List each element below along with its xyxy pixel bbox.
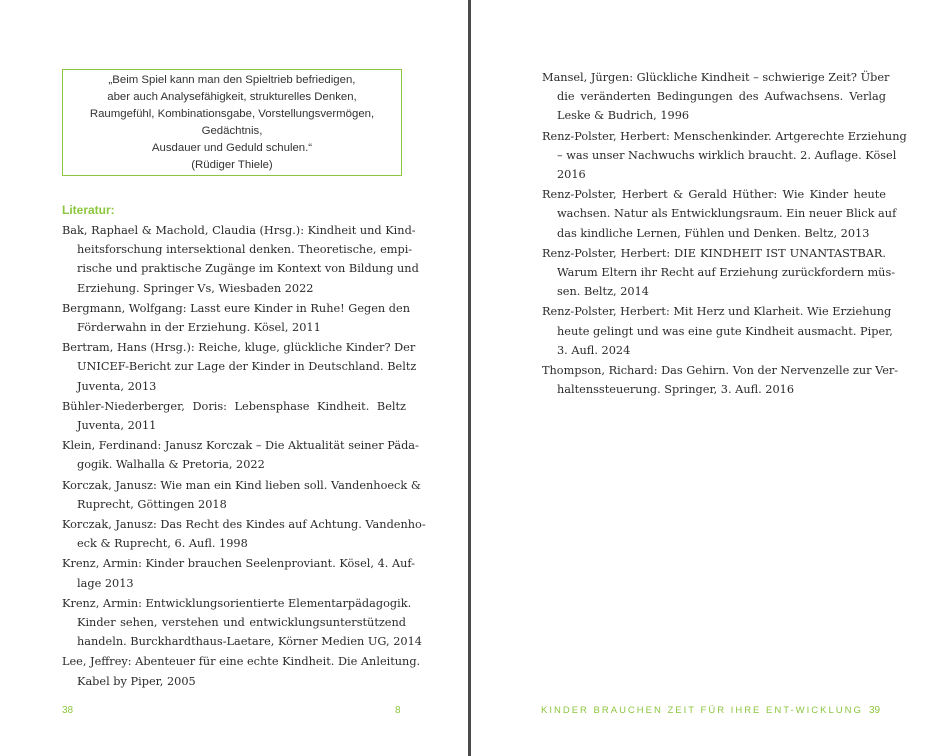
quote-line: aber auch Analysefähigkeit, strukturelles Denken, (107, 90, 357, 103)
reference-entry (542, 361, 899, 399)
reference-line: rische und praktische Zugänge im Kontext von Bildung und (77, 262, 419, 276)
reference-entry (62, 554, 415, 592)
left-page (0, 0, 468, 756)
reference-line: Korczak, Janusz: Wie man ein Kind lieben soll. Vandenhoeck & (62, 478, 421, 492)
reference-entry (62, 436, 419, 474)
quote-box (62, 69, 402, 176)
reference-line: eck & Ruprecht, 6. Aufl. 1998 (77, 537, 248, 551)
quote-line: Raumgefühl, Kombinationsgabe, Vorstellungsvermögen, (89, 107, 375, 120)
reference-line: Klein, Ferdinand: Janusz Korczak – Die Aktualität seiner Päda- (62, 439, 419, 453)
reference-entry (542, 302, 893, 360)
running-title: KINDER BRAUCHEN ZEIT FÜR IHRE ENT-WICKLUNG (541, 705, 863, 716)
reference-line: Warum Eltern ihr Recht auf Erziehung zurückfordern müs- (557, 266, 896, 280)
reference-entry (62, 652, 421, 690)
reference-line: lage 2013 (77, 576, 134, 590)
reference-line: Krenz, Armin: Entwicklungsorientierte Elementarpädagogik. (62, 596, 412, 610)
page-number-right: 39 (869, 705, 881, 716)
reference-line: 3. Aufl. 2024 (557, 343, 631, 357)
reference-entry (62, 397, 406, 435)
quote-attribution: (Rüdiger Thiele) (191, 158, 273, 171)
reference-line: wachsen. Natur als Entwicklungsraum. Ein neuer Blick auf (557, 207, 897, 221)
reference-line: Mansel, Jürgen: Glückliche Kindheit – schwierige Zeit? Über (542, 71, 890, 84)
reference-line: – was unser Nachwuchs wirklich braucht. 2. Auflage. Kösel (557, 148, 897, 162)
reference-line: 2016 (557, 168, 586, 182)
reference-line: Renz-Polster, Herbert: DIE KINDHEIT IST UNANTASTBAR. (542, 246, 886, 260)
quote-line: „Beim Spiel kann man den Spieltrieb befriedigen, (108, 73, 356, 86)
reference-line: sen. Beltz, 2014 (557, 285, 649, 299)
reference-line: Korczak, Janusz: Das Recht des Kindes auf Achtung. Vandenho- (62, 518, 426, 532)
reference-line: Juventa, 2011 (77, 419, 157, 433)
reference-entry (62, 299, 410, 337)
reference-line: heute gelingt und was eine gute Kindheit ausmacht. Piper, (557, 324, 893, 338)
reference-line: heitsforschung intersektional denken. Theoretische, empi- (77, 243, 413, 257)
reference-entry (542, 127, 907, 185)
reference-line: Bertram, Hans (Hrsg.): Reiche, kluge, glückliche Kinder? Der (62, 341, 416, 355)
reference-line: das kindliche Lernen, Fühlen und Denken. Beltz, 2013 (557, 226, 870, 240)
reference-entry (62, 476, 421, 514)
reference-line: Erziehung. Springer Vs, Wiesbaden 2022 (77, 281, 314, 295)
reference-entry (62, 515, 426, 553)
reference-line: UNICEF-Bericht zur Lage der Kinder in Deutschland. Beltz (77, 360, 417, 374)
reference-line: Förderwahn in der Erziehung. Kösel, 2011 (77, 321, 321, 335)
reference-line: gogik. Walhalla & Pretoria, 2022 (77, 458, 265, 472)
reference-line: Krenz, Armin: Kinder brauchen Seelenproviant. Kösel, 4. Auf- (62, 557, 415, 571)
reference-line: Bühler-Niederberger, Doris: Lebensphase Kindheit. Beltz (62, 399, 406, 413)
page-number-left: 38 (62, 705, 74, 716)
quote-line: Gedächtnis, (201, 124, 263, 137)
reference-line: Kabel by Piper, 2005 (77, 674, 196, 688)
reference-line: Bak, Raphael & Machold, Claudia (Hrsg.): Kindheit und Kind- (62, 224, 416, 237)
book-spine (468, 0, 471, 756)
reference-line: Leske & Budrich, 1996 (557, 109, 690, 123)
reference-line: Juventa, 2013 (77, 379, 157, 393)
reference-line: Renz-Polster, Herbert: Menschenkinder. Artgerechte Erziehung (542, 129, 907, 143)
reference-entry (542, 244, 896, 302)
chapter-number: 8 (395, 705, 401, 716)
reference-line: Thompson, Richard: Das Gehirn. Von der Nervenzelle zur Ver- (542, 364, 899, 378)
bibliography-list-right (542, 68, 907, 400)
reference-line: handeln. Burckhardthaus-Laetare, Körner Medien UG, 2014 (77, 635, 422, 649)
quote-line: Ausdauer und Geduld schulen.“ (151, 141, 313, 154)
reference-line: Renz-Polster, Herbert & Gerald Hüther: Wie Kinder heute (542, 188, 886, 202)
reference-entry (62, 221, 419, 298)
reference-entry (62, 594, 422, 652)
reference-line: Lee, Jeffrey: Abenteuer für eine echte Kindheit. Die Anleitung. (62, 655, 421, 669)
bibliography-list-left (62, 221, 426, 692)
reference-line: Ruprecht, Göttingen 2018 (77, 497, 227, 511)
reference-entry (542, 185, 897, 243)
literature-heading: Literatur: (62, 203, 115, 217)
reference-entry (542, 68, 890, 126)
reference-entry (62, 338, 417, 396)
reference-line: Bergmann, Wolfgang: Lasst eure Kinder in Ruhe! Gegen den (62, 301, 410, 315)
reference-line: haltenssteuerung. Springer, 3. Aufl. 2016 (557, 383, 795, 397)
reference-line: Renz-Polster, Herbert: Mit Herz und Klarheit. Wie Erziehung (542, 305, 892, 319)
reference-line: die veränderten Bedingungen des Aufwachsens. Verlag (557, 90, 886, 104)
reference-line: Kinder sehen, verstehen und entwicklungsunterstützend (77, 616, 406, 630)
